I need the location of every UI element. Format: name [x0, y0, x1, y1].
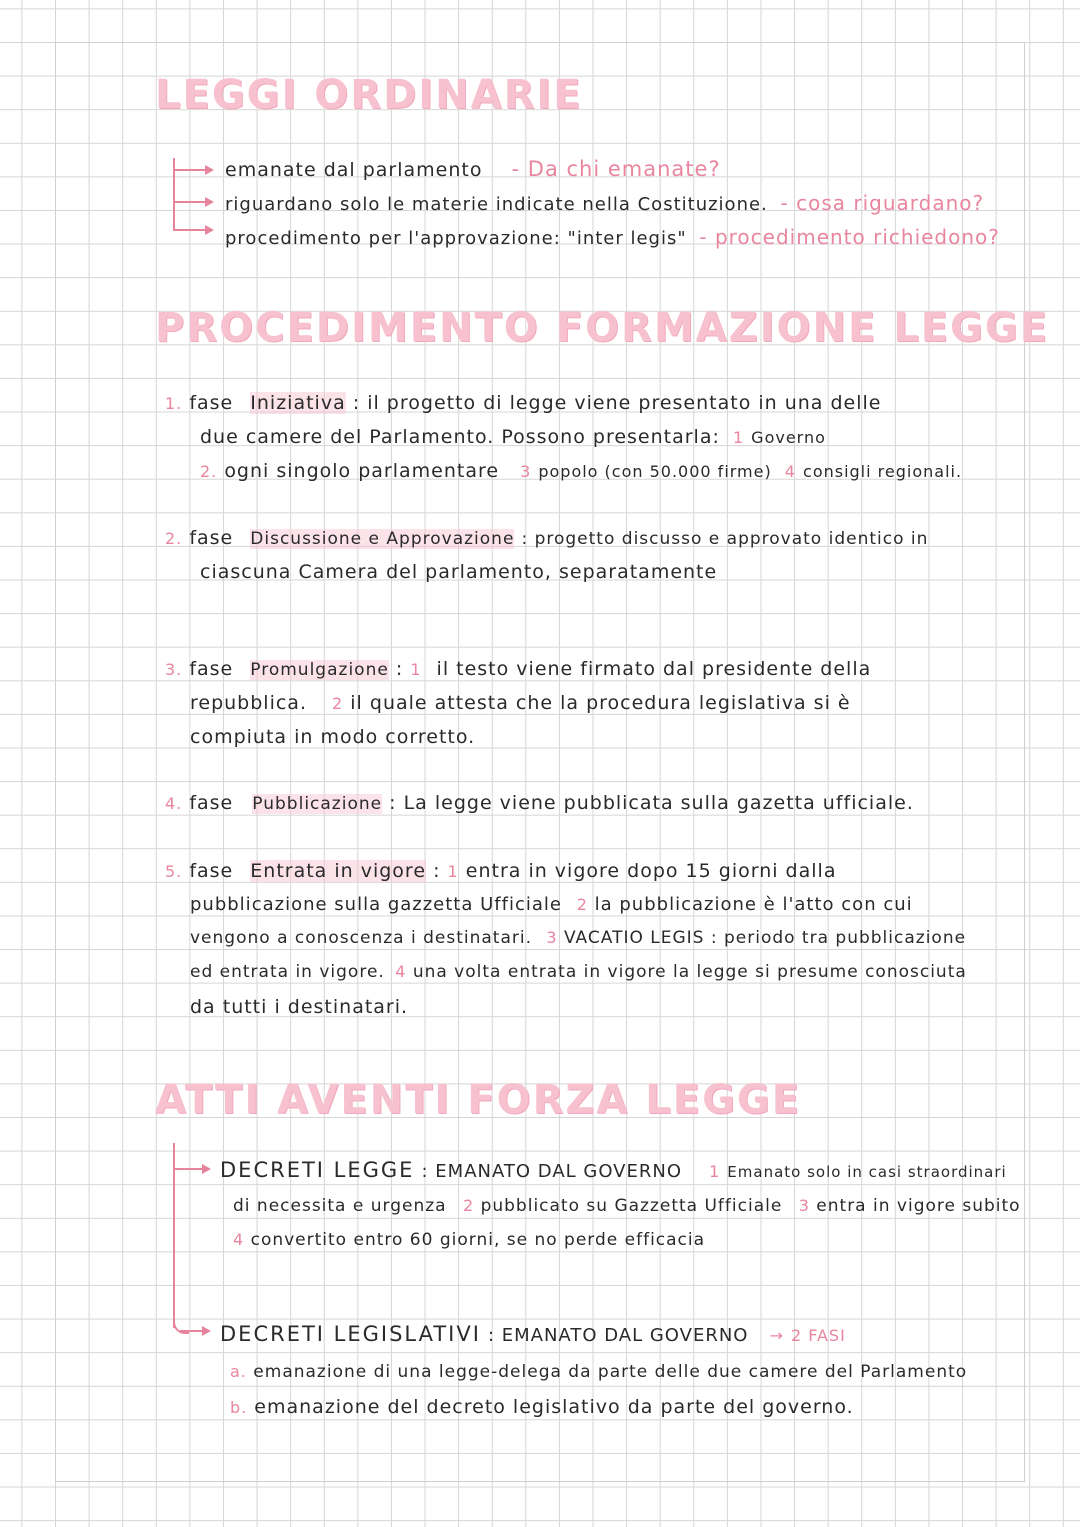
fase-1: 1. fase Iniziativa : il progetto di legge viene presentato in una delle [165, 392, 882, 414]
fase-2: 2. fase Discussione e Approvazione : progetto discusso e approvato identico in [165, 527, 929, 549]
fase-1-line-3: 2. ogni singolo parlamentare 3 popolo (con 50.000 firme) 4 consigli regionali. [200, 460, 963, 482]
fase-5-line-4: ed entrata in vigore. 4 una volta entrata in vigore la legge si presume conosciuta [190, 962, 967, 982]
page-border [55, 42, 1025, 1482]
leggi-item-1: emanate dal parlamento - Da chi emanate? [225, 157, 721, 181]
fase-3-line-3: compiuta in modo corretto. [190, 726, 476, 748]
fase-4: 4. fase Pubblicazione : La legge viene pubblicata sulla gazetta ufficiale. [165, 792, 914, 814]
fase-3-line-2: repubblica. 2 il quale attesta che la procedura legislativa si è [190, 692, 851, 714]
decreti-legislativi-item-b: b. emanazione del decreto legislativo da parte del governo. [230, 1396, 854, 1418]
decreti-legge-line-2: di necessita e urgenza 2 pubblicato su Gazzetta Ufficiale 3 entra in vigore subito [233, 1196, 1021, 1216]
heading-leggi-ordinarie: LEGGI ORDINARIE [155, 72, 583, 118]
heading-atti: ATTI AVENTI FORZA LEGGE [155, 1077, 802, 1123]
leggi-item-2: riguardano solo le materie indicate nella Costituzione. - cosa riguardano? [225, 191, 985, 215]
decreti-legge: DECRETI LEGGE : EMANATO DAL GOVERNO 1 Emanato solo in casi straordinari [220, 1158, 1007, 1182]
decreti-legislativi-item-a: a. emanazione di una legge-delega da parte delle due camere del Parlamento [230, 1362, 968, 1382]
right-arrow-icon: → [769, 1326, 784, 1345]
decreti-legislativi: DECRETI LEGISLATIVI : EMANATO DAL GOVERNO → 2 FASI [220, 1322, 846, 1346]
fase-5-line-5: da tutti i destinatari. [190, 996, 409, 1018]
fase-5-line-2: pubblicazione sulla gazzetta Ufficiale 2 la pubblicazione è l'atto con cui [190, 894, 913, 915]
fase-5-line-3: vengono a conoscenza i destinatari. 3 VACATIO LEGIS : periodo tra pubblicazione [190, 928, 967, 948]
fase-2-line-2: ciascuna Camera del parlamento, separatamente [200, 561, 718, 583]
decreti-legge-line-3: 4 convertito entro 60 giorni, se no perde efficacia [233, 1230, 706, 1250]
fase-3: 3. fase Promulgazione : 1 il testo viene firmato dal presidente della [165, 658, 872, 680]
heading-procedimento: PROCEDIMENTO FORMAZIONE LEGGE [155, 305, 1050, 351]
fase-1-line-2: due camere del Parlamento. Possono presentarla: 1 Governo [200, 426, 826, 448]
fase-5: 5. fase Entrata in vigore : 1 entra in vigore dopo 15 giorni dalla [165, 860, 837, 882]
leggi-item-3: procedimento per l'approvazione: "inter legis" - procedimento richiedono? [225, 225, 1000, 249]
